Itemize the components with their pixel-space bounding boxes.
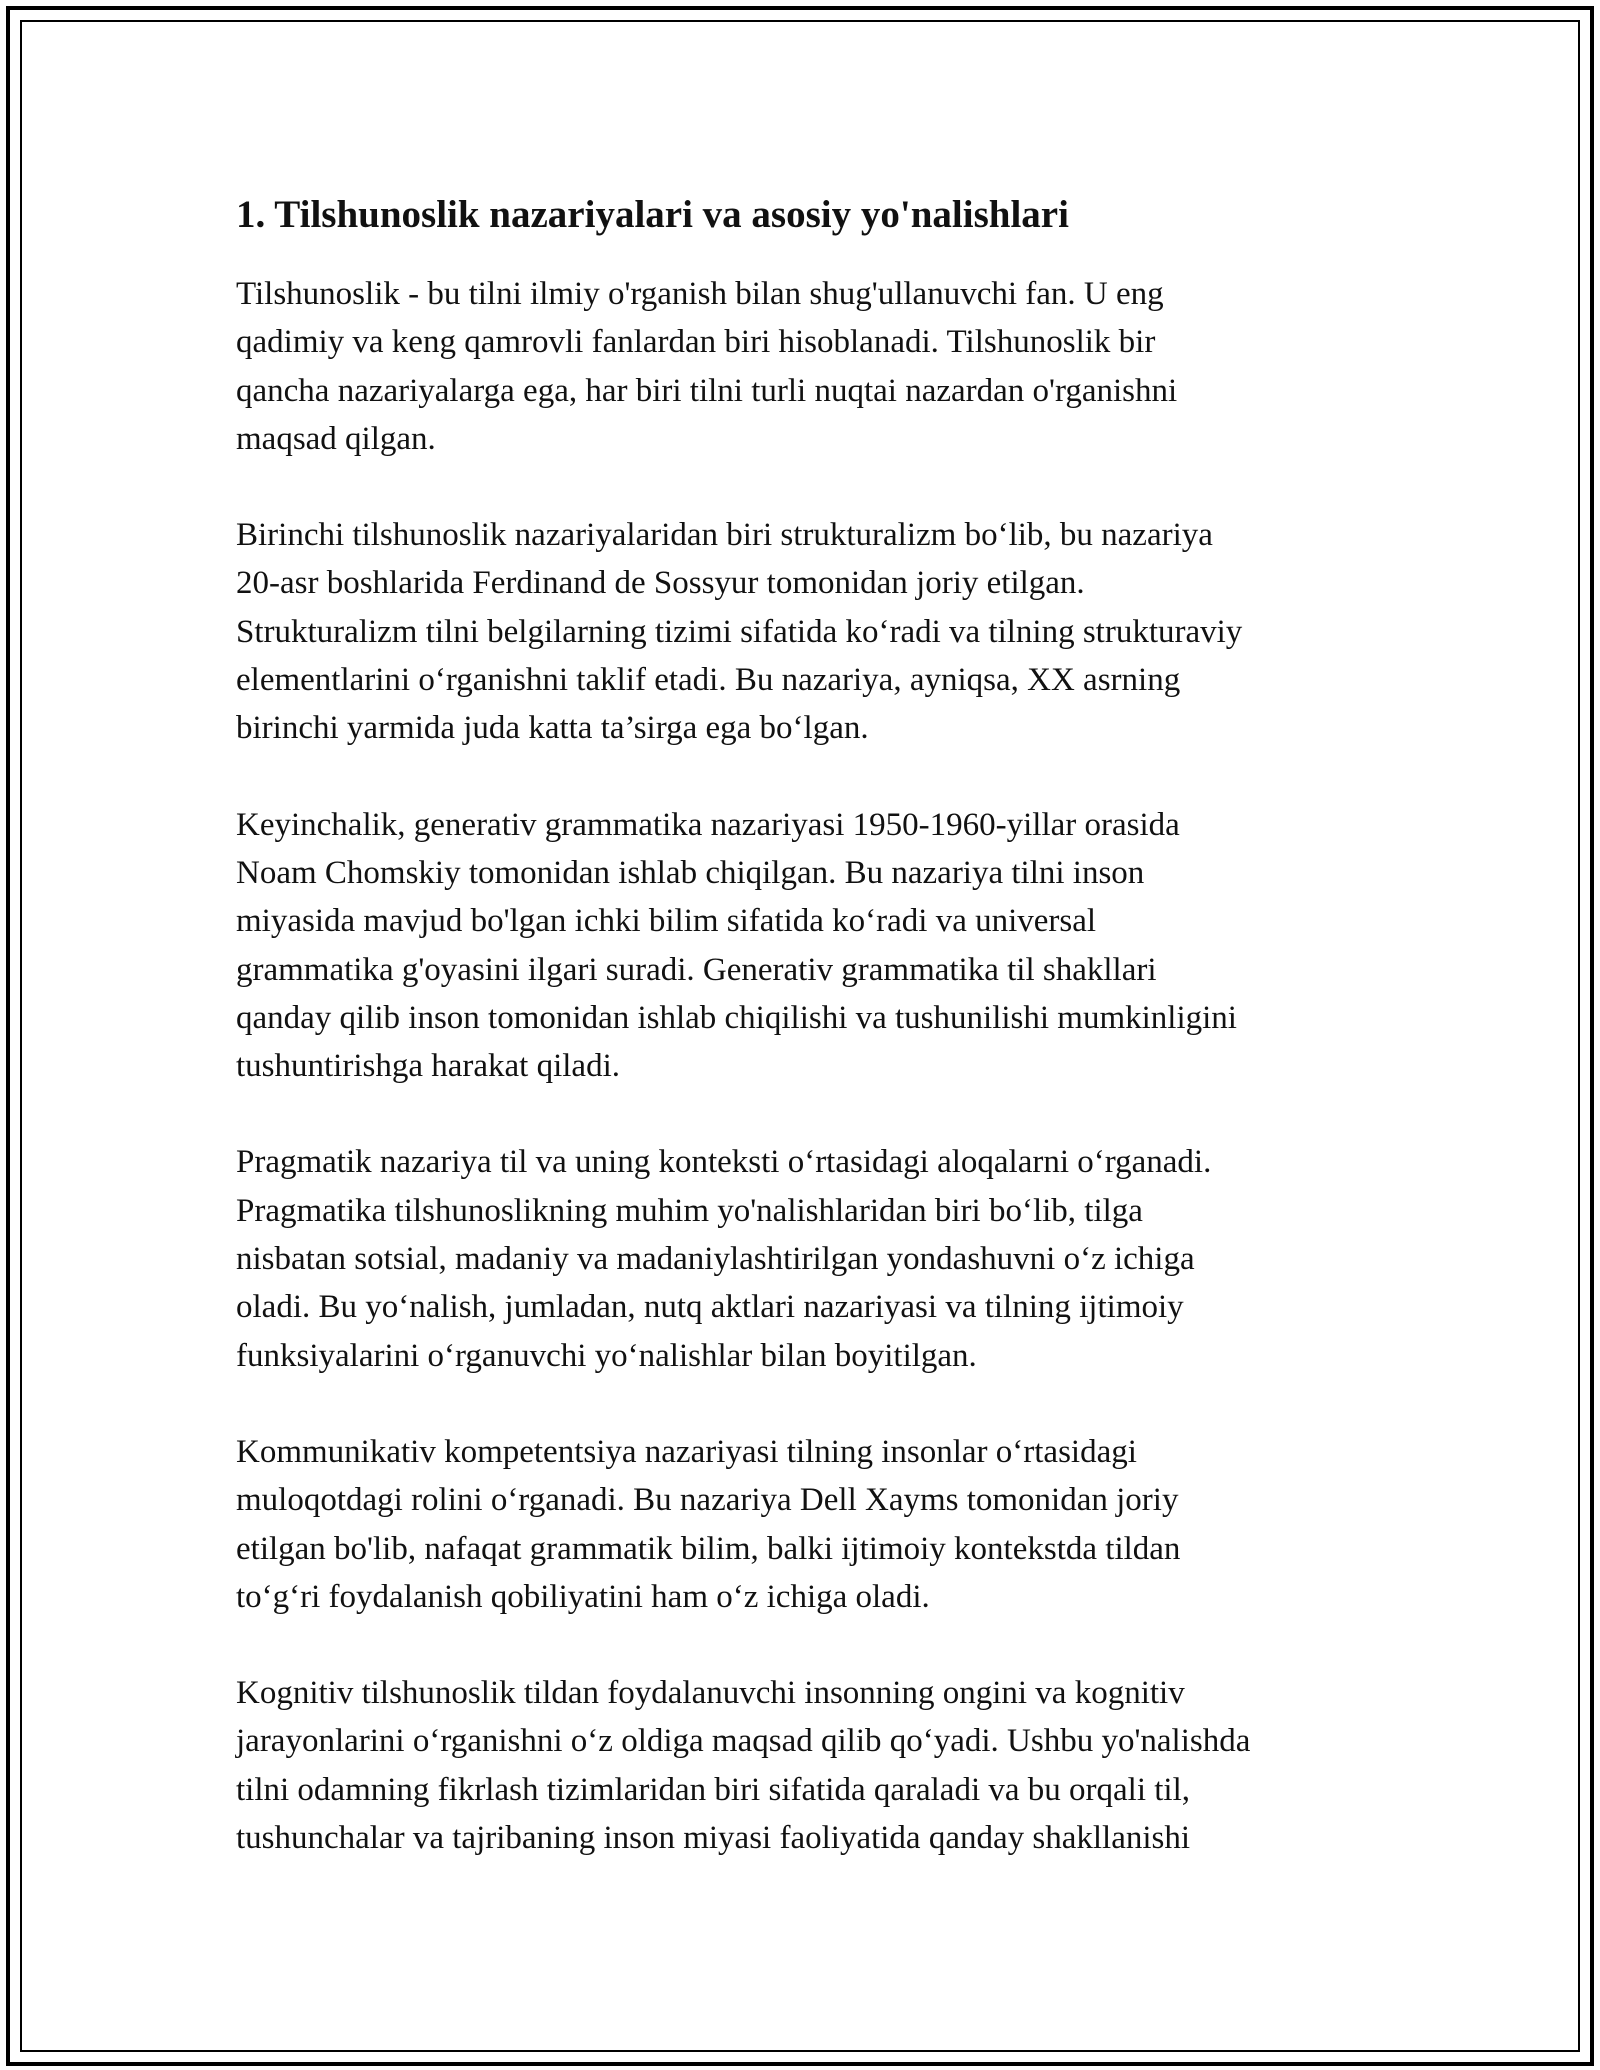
paragraph-line: maqsad qilgan.	[236, 420, 436, 457]
paragraph-line: Strukturalizm tilni belgilarning tizimi sifatida ko‘radi va tilning strukturaviy	[236, 613, 1243, 650]
paragraph-line: to‘g‘ri foydalanish qobiliyatini ham o‘z ichiga oladi.	[236, 1578, 930, 1615]
body-paragraph	[236, 1428, 1376, 1621]
paragraph-line: Kognitiv tilshunoslik tildan foydalanuvchi insonning ongini va kognitiv	[236, 1675, 1185, 1712]
paragraph-line: Kommunikativ kompetentsiya nazariyasi tilning insonlar o‘rtasidagi	[236, 1433, 1137, 1470]
paragraph-line: nisbatan sotsial, madaniy va madaniylashtirilgan yondashuvni o‘z ichiga	[236, 1241, 1195, 1278]
paragraph-line: tushuntirishga harakat qiladi.	[236, 1048, 620, 1085]
paragraph-line: etilgan bo'lib, nafaqat grammatik bilim, balki ijtimoiy kontekstda tildan	[236, 1530, 1181, 1567]
document-body	[236, 188, 1376, 1910]
section-heading: 1. Tilshunoslik nazariyalari va asosiy yo'nalishlari	[236, 193, 1069, 236]
paragraph-line: elementlarini o‘rganishni taklif etadi. Bu nazariya, ayniqsa, XX asrning	[236, 662, 1181, 699]
paragraph-line: tilni odamning fikrlash tizimlaridan biri sifatida qaraladi va bu orqali til,	[236, 1771, 1191, 1808]
paragraph-line: jarayonlarini o‘rganishni o‘z oldiga maqsad qilib qo‘yadi. Ushbu yo'nalishda	[236, 1723, 1251, 1760]
paragraph-line: oladi. Bu yo‘nalish, jumladan, nutq aktlari nazariyasi va tilning ijtimoiy	[236, 1289, 1184, 1326]
body-paragraph	[236, 270, 1376, 463]
paragraph-list	[236, 270, 1376, 1862]
paragraph-line: Tilshunoslik - bu tilni ilmiy o'rganish bilan shug'ullanuvchi fan. U eng	[236, 276, 1164, 312]
paragraph-line: Pragmatik nazariya til va uning konteksti o‘rtasidagi aloqalarni o‘rganadi.	[236, 1144, 1212, 1181]
paragraph-line: 20-asr boshlarida Ferdinand de Sossyur tomonidan joriy etilgan.	[236, 565, 1085, 602]
paragraph-line: grammatika g'oyasini ilgari suradi. Generativ grammatika til shakllari	[236, 951, 1157, 988]
paragraph-line: qadimiy va keng qamrovli fanlardan biri hisoblanadi. Tilshunoslik bir	[236, 324, 1156, 361]
paragraph-line: birinchi yarmida juda katta ta’sirga ega bo‘lgan.	[236, 710, 869, 747]
paragraph-line: Noam Chomskiy tomonidan ishlab chiqilgan. Bu nazariya tilni inson	[236, 854, 1145, 891]
paragraph-line: muloqotdagi rolini o‘rganadi. Bu nazariya Dell Xayms tomonidan joriy	[236, 1482, 1179, 1519]
paragraph-line: Pragmatika tilshunoslikning muhim yo'nalishlaridan biri bo‘lib, tilga	[236, 1192, 1143, 1229]
paragraph-line: qancha nazariyalarga ega, har biri tilni turli nuqtai nazardan o'rganishni	[236, 372, 1178, 409]
paragraph-line: funksiyalarini o‘rganuvchi yo‘nalishlar bilan boyitilgan.	[236, 1337, 977, 1374]
body-paragraph	[236, 1138, 1376, 1379]
body-paragraph	[236, 1669, 1376, 1862]
body-paragraph	[236, 801, 1376, 1091]
paragraph-line: tushunchalar va tajribaning inson miyasi faoliyatida qanday shakllanishi	[236, 1820, 1191, 1857]
paragraph-line: Keyinchalik, generativ grammatika nazariyasi 1950-1960-yillar orasida	[236, 806, 1180, 843]
paragraph-line: miyasida mavjud bo'lgan ichki bilim sifatida ko‘radi va universal	[236, 903, 1097, 940]
body-paragraph	[236, 511, 1376, 752]
paragraph-line: Birinchi tilshunoslik nazariyalaridan biri strukturalizm bo‘lib, bu nazariya	[236, 517, 1213, 554]
paragraph-line: qanday qilib inson tomonidan ishlab chiqilishi va tushunilishi mumkinligini	[236, 999, 1237, 1036]
